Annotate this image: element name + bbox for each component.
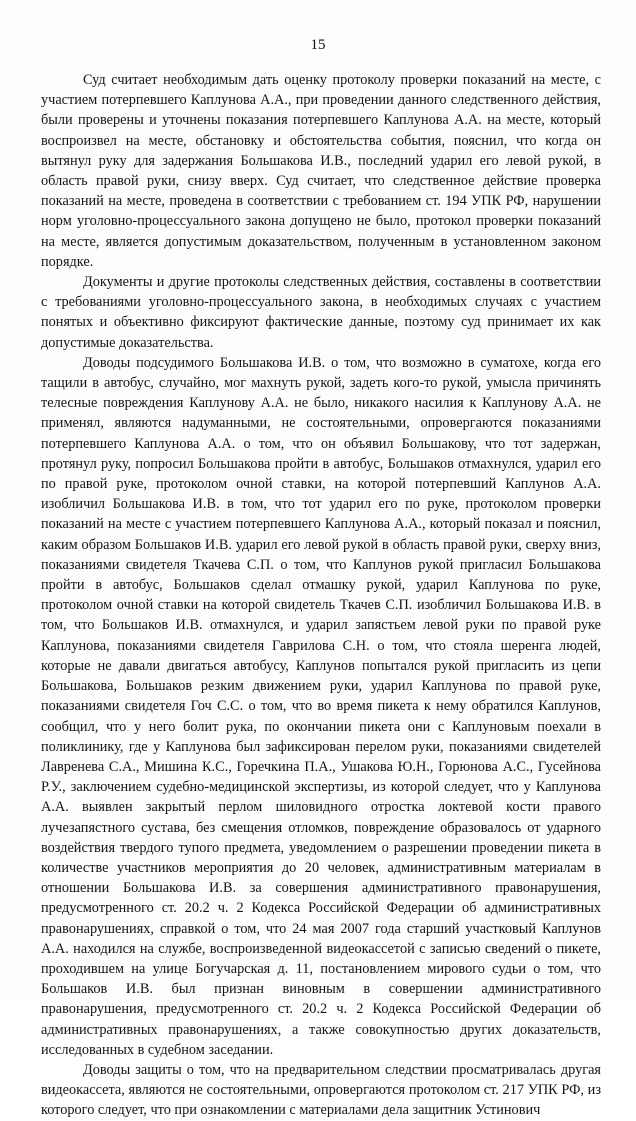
paragraph-defendant-arguments: Доводы подсудимого Большакова И.В. о том, что возможно в суматохе, когда его тащили в автобус, случайно, мог махнуть рукой, задеть кого-то рукой, умысла причинять телесные повреждения Каплунову А.А. не было, никакого насилия к Каплунову А.А. не применял, являются надуманными, не состоятельными, опровергаются показаниями потерпевшего Каплунова А.А. о том, что он объявил Большакову, что тот задержан, протянул руку, попросил Большакова пройти в автобус, Большаков отмахнулся, ударил его по правой руке, протоколом очной ставки, на которой потерпевший Каплунов А.А. изобличил Большакова И.В. в том, что тот ударил его по руке, протоколом проверки показаний на месте с участием потерпевшего Каплунова А.А., который показал и пояснил, каким образом Большаков И.В. ударил его левой рукой в область правой руки, сверху вниз, показаниями свидетеля Ткачева С.П. о том, что Каплунов рукой пригласил Большакова пройти в автобус, Большаков сделал отмашку рукой, ударил Каплунова по руке, протоколом очной ставки на которой свидетель Ткачев С.П. изобличил Большакова И.В. в том, что Большаков И.В. отмахнулся, и ударил запястьем левой руки по правой руке Каплунова, показаниями свидетеля Гаврилова С.Н. о том, что стояла шеренга людей, которые не давали двигаться автобусу, Каплунов попытался рукой пригласить из цепи Большакова, Большаков резким движением руки, ударил Каплунова по правой руке, показаниями свидетеля Гоч С.С. о том, что во время пикета к нему обратился Каплунов, сообщил, что у него болит рука, по окончании пикета они с Каплуновым поехали в поликлинику, где у Каплунова был зафиксирован перелом руки, показаниями свидетелей Лавренева С.А., Мишина К.С., Горечкина П.А., Ушакова Ю.Н., Горюнова А.С., Гусейнова Р.У., заключением судебно-медицинской экспертизы, из которой следует, что у Каплунова А.А. выявлен закрытый перлом шиловидного отростка локтевой кости правого лучезапястного сустава, без смещения отломков, повреждение образовалось от ударного воздействия твердого тупого предмета, уведомлением о разрешении проведении пикета в количестве участников мероприятия до 20 человек, административным материалам в отношении Большакова И.В. за совершения административного правонарушения, предусмотренного ст. 20.2 ч. 2 Кодекса Российской Федерации об административных правонарушениях, справкой о том, что 24 мая 2007 года старший участковый Каплунов А.А. находился на службе, воспроизведенной видеокассетой с записью сведений о пикете, проходившем на улице Богучарская д. 11, постановлением мирового судьи о том, что Большаков И.В. был признан виновным в совершении административного правонарушения, предусмотренного ст. 20.2 ч. 2 Кодекса Российской Федерации об административных правонарушениях, а также совокупностью других доказательств, исследованных в судебном заседании. — [41, 354, 601, 1058]
paragraph-protocol-assessment: Суд считает необходимым дать оценку протоколу проверки показаний на месте, с участием потерпевшего Каплунова А.А., при проведении данного следственного действия, были проверены и уточнены показания потерпевшего Каплунова А.А. на месте, который воспроизвел на месте, обстановку и обстоятельства события, пояснил, что когда он вытянул руку для задержания Большакова И.В., последний ударил его левой рукой, в область правой руки, снизу вверх. Суд считает, что следственное действие проверка показаний на месте, проведена в соответствии с требованием ст. 194 УПК РФ, нарушении норм уголовно-процессуального закона допущено не было, протокол проверки показаний на месте, является допустимым доказательством, полученным в установленном законом порядке. — [41, 72, 601, 270]
page-number: 15 — [310, 37, 326, 53]
paragraph-defense-arguments: Доводы защиты о том, что на предварительном следствии просматривалась другая видеокассета, являются не состоятельными, опровергаются протоколом ст. 217 УПК РФ, из которого следует, что при ознакомлении с материалами дела защитник Устинович — [41, 1061, 601, 1119]
document-body — [41, 70, 601, 1121]
paragraph-documents: Документы и другие протоколы следственных действия, составлены в соответствии с требованиями уголовно-процессуального закона, в необходимых случаях с участием понятых и объективно фиксируют фактические данные, поэтому суд принимает их как допустимые доказательства. — [41, 274, 601, 351]
